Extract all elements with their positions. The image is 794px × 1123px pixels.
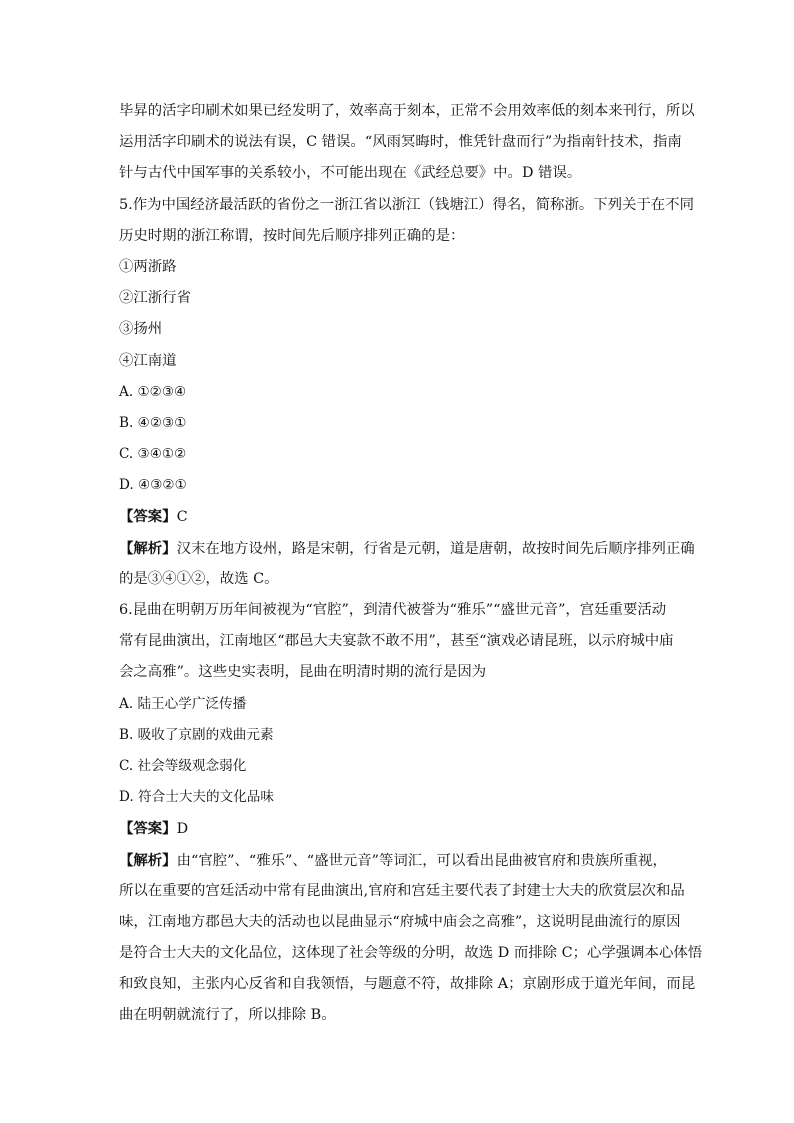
paragraph-line: 毕昇的活字印刷术如果已经发明了，效率高于刻本，正常不会用效率低的刻本来刊行，所以 [119, 103, 695, 119]
answer-tag: 【答案】 [119, 820, 177, 838]
question-6-analysis: 和致良知，主张内心反省和自我领悟，与题意不符，故排除 A；京剧形成于道光年间，而昆 [119, 976, 696, 993]
question-6-analysis: 是符合士大夫的文化品位，这体现了社会等级的分明，故选 D 而排除 C；心学强调本心体悟 [119, 945, 703, 962]
question-5-analysis [119, 533, 695, 564]
analysis-text: 汉末在地方设州，路是宋朝，行省是元朝，道是唐朝，故按时间先后顺序排列正确 [176, 540, 695, 557]
answer-tag: 【答案】 [119, 508, 177, 526]
question-5-item: ①两浙路 [119, 258, 177, 275]
question-6-analysis: 曲在明朝就流行了，所以排除 B。 [119, 1007, 336, 1024]
question-5-analysis: 的是③④①②，故选 C。 [119, 570, 279, 587]
question-6-analysis: 所以在重要的宫廷活动中常有昆曲演出,官府和宫廷主要代表了封建士大夫的欣赏层次和品 [119, 882, 685, 899]
analysis-tag: 【解析】 [119, 539, 177, 557]
question-6-option-c: C. 社会等级观念弱化 [119, 757, 247, 774]
document-body [119, 96, 703, 1032]
question-5-item: ④江南道 [119, 352, 177, 369]
question-5-stem: 5.作为中国经济最活跃的省份之一浙江省以浙江（钱塘江）得名，简称浙。下列关于在不同 [119, 196, 694, 213]
question-5-option-c: C. ③④①② [119, 446, 187, 463]
question-6-analysis [119, 845, 679, 876]
question-5-option-b: B. ④②③① [119, 414, 187, 431]
answer-value: C [176, 509, 188, 526]
question-6-analysis: 味，江南地方郡邑大夫的活动也以昆曲显示“府城中庙会之高雅”，这说明昆曲流行的原因 [119, 913, 681, 930]
question-6-stem: 会之高雅”。这些史实表明，昆曲在明清时期的流行是因为 [119, 664, 487, 681]
question-6-option-b: B. 吸收了京剧的戏曲元素 [119, 726, 274, 743]
paragraph-line: 针与古代中国军事的关系较小，不可能出现在《武经总要》中。D 错误。 [119, 165, 582, 182]
question-5-answer [119, 501, 679, 532]
question-6-stem: 6.昆曲在明朝万历年间被视为“官腔”，到清代被誉为“雅乐”“盛世元音”，宫廷重要活动 [119, 602, 667, 618]
analysis-text: 由“官腔”、“雅乐”、“盛世元音”等词汇，可以看出昆曲被官府和贵族所重视， [176, 852, 667, 869]
question-5-item: ③扬州 [119, 321, 163, 338]
answer-value: D [176, 821, 189, 838]
question-5-option-a: A. ①②③④ [119, 383, 187, 400]
question-5-item: ②江浙行省 [119, 290, 191, 307]
analysis-tag: 【解析】 [119, 851, 177, 869]
question-6-stem: 常有昆曲演出，江南地区“郡邑大夫宴款不敢不用”，甚至“演戏必请昆班，以示府城中庙 [119, 633, 674, 650]
paragraph-line: 运用活字印刷术的说法有误，C 错误。“风雨冥晦时，惟凭针盘而行”为指南针技术，指南 [119, 134, 682, 151]
question-6-option-a: A. 陆王心学广泛传播 [119, 695, 247, 712]
question-5-stem: 历史时期的浙江称谓，按时间先后顺序排列正确的是： [119, 227, 465, 244]
question-5-option-d: D. ④③②① [119, 477, 187, 494]
question-6-option-d: D. 符合士大夫的文化品味 [119, 789, 274, 806]
question-6-answer [119, 813, 679, 844]
